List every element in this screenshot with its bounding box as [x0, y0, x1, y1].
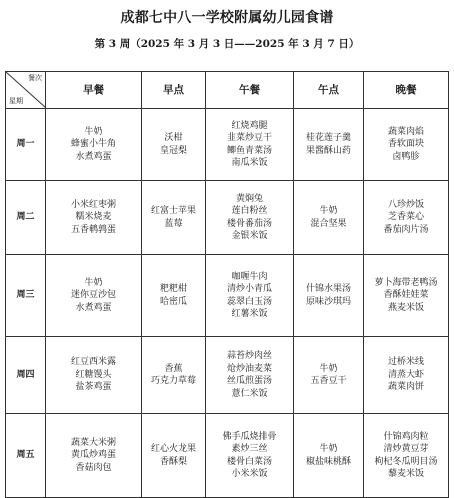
- dish-item: 蒜苔炒肉丝: [226, 351, 272, 361]
- dish-item: 蔬菜肉焰: [387, 126, 424, 137]
- meal-cell-breakfast: [46, 255, 142, 337]
- dish-item: 巧克力草莓: [150, 376, 196, 386]
- table-row: [6, 337, 449, 414]
- table-row: [6, 414, 449, 498]
- meal-cell-morning-snack: [142, 109, 206, 181]
- meal-cell-breakfast: [46, 109, 142, 181]
- dish-item: 芝香菜心: [387, 212, 424, 223]
- meal-cell-afternoon-snack: [294, 181, 364, 255]
- dish-item: 莲白粉丝: [231, 206, 268, 216]
- day-label: 周一: [6, 109, 46, 181]
- dish-item: 水煮鸡蛋: [75, 302, 112, 313]
- dish-item: 萝卜海带老鸭汤: [374, 277, 438, 288]
- meal-cell-dinner: [364, 414, 449, 498]
- meal-cell-lunch: [206, 414, 294, 498]
- dish-item: 皇冠梨: [159, 145, 187, 156]
- dish-item: 楼骨白菜汤: [226, 456, 272, 467]
- dish-item: 燕麦米饭: [387, 302, 424, 313]
- dish-item: 八珍炒饭: [387, 199, 424, 210]
- column-header-afternoon-snack: 午点: [294, 72, 364, 109]
- day-label: 周五: [6, 414, 46, 498]
- dish-item: 蜂蜜小牛角: [70, 139, 116, 150]
- dish-item: 混合坚果: [310, 218, 347, 229]
- meal-cell-lunch: [206, 109, 294, 181]
- dish-item: 藜麦米饭: [387, 469, 424, 479]
- dish-item: 丝瓜煎蛋汤: [226, 376, 272, 386]
- dish-item: 红薯米饭: [231, 309, 268, 319]
- dish-item: 牛奶: [84, 126, 103, 137]
- dish-item: 蔬菜大米粥: [70, 437, 116, 448]
- dish-item: 红糖馒头: [75, 369, 112, 380]
- dish-item: 红富士苹果: [150, 206, 196, 216]
- table-row: [6, 181, 449, 255]
- column-header-lunch: 午餐: [206, 72, 294, 109]
- week-subtitle: 第 3 周（2025 年 3 月 3 日——2025 年 3 月 7 日）: [94, 38, 360, 50]
- dish-item: 迷你豆沙包: [70, 290, 116, 301]
- dish-item: 佛手瓜烧排骨: [222, 431, 277, 442]
- dish-item: 哈密瓜: [159, 296, 187, 307]
- dish-item: 牛奶: [319, 444, 338, 454]
- meal-cell-afternoon-snack: [294, 109, 364, 181]
- dish-item: 薏仁米饭: [231, 388, 268, 399]
- dish-item: 过桥米线: [387, 357, 424, 368]
- dish-item: 盐茶鸡蛋: [75, 382, 112, 393]
- dish-item: 五香鹌鹑蛋: [70, 224, 116, 235]
- dish-item: 香菇肉包: [75, 462, 112, 473]
- dish-item: 果酱酥山药: [305, 145, 351, 156]
- header-row: [6, 72, 449, 109]
- dish-item: 牛奶: [319, 363, 338, 374]
- dish-item: 清炒小青瓜: [226, 284, 272, 294]
- dish-item: 红心火龙果: [150, 444, 196, 454]
- dish-item: 粑粑柑: [159, 284, 187, 294]
- dish-item: 番茄肉片汤: [383, 224, 429, 235]
- corner-cell: [6, 72, 46, 109]
- meal-cell-morning-snack: [142, 414, 206, 498]
- meal-cell-breakfast: [46, 181, 142, 255]
- dish-item: 什锦水果汤: [305, 284, 351, 294]
- table-row: [6, 255, 449, 337]
- table-row: [6, 109, 449, 181]
- dish-item: 牛奶: [84, 277, 103, 288]
- meal-cell-afternoon-snack: [294, 255, 364, 337]
- dish-item: 清炒黄豆芽: [383, 444, 429, 454]
- dish-item: 蕊翠白玉汤: [226, 296, 272, 307]
- meal-cell-lunch: [206, 255, 294, 337]
- dish-item: 香蕉: [164, 363, 183, 374]
- dish-item: 黄焖兔: [235, 193, 263, 204]
- dish-item: 沃柑: [164, 133, 183, 143]
- column-header-morning-snack: 早点: [142, 72, 206, 109]
- column-header-dinner: 晚餐: [364, 72, 449, 109]
- dish-item: 咖喱牛肉: [231, 271, 268, 282]
- dish-item: 韭菜炒豆干: [226, 133, 272, 143]
- meal-cell-afternoon-snack: [294, 337, 364, 414]
- day-label: 周三: [6, 255, 46, 337]
- meal-cell-lunch: [206, 337, 294, 414]
- dish-item: 蔬菜肉饼: [387, 382, 424, 393]
- meal-cell-dinner: [364, 255, 449, 337]
- dish-item: 红豆西米露: [70, 357, 116, 368]
- dish-item: 蓝莓: [164, 218, 183, 229]
- dish-item: 小米红枣粥: [70, 199, 116, 210]
- page-title: 成都七中八一学校附属幼儿园食谱: [120, 10, 334, 26]
- column-header-breakfast: 早餐: [46, 72, 142, 109]
- dish-item: 香软面块: [387, 139, 424, 150]
- meal-cell-afternoon-snack: [294, 414, 364, 498]
- dish-item: 五香豆干: [310, 376, 347, 386]
- day-label: 周四: [6, 337, 46, 414]
- dish-item: 黄瓜炒鸡蛋: [70, 450, 116, 461]
- dish-item: 南瓜米饭: [231, 158, 268, 168]
- dish-item: 清蒸大虾: [387, 369, 424, 380]
- dish-item: 牛奶: [319, 206, 338, 216]
- meal-cell-dinner: [364, 337, 449, 414]
- dish-item: 枸杞冬瓜明目汤: [374, 456, 438, 467]
- dish-item: 楼骨番茄汤: [226, 218, 272, 229]
- dish-item: 红烧鸡腿: [231, 120, 268, 131]
- day-label: 周二: [6, 181, 46, 255]
- dish-item: 桂花莲子羹: [305, 133, 351, 143]
- dish-item: 金银米饭: [231, 231, 268, 241]
- dish-item: 香酥娃娃菜: [383, 290, 429, 301]
- dish-item: 椒盐味桃酥: [305, 456, 351, 467]
- menu-body: [6, 109, 449, 498]
- meal-cell-breakfast: [46, 414, 142, 498]
- meal-cell-breakfast: [46, 337, 142, 414]
- meal-cell-morning-snack: [142, 181, 206, 255]
- dish-item: 香酥梨: [159, 456, 187, 467]
- dish-item: 卤鸭胗: [392, 151, 420, 162]
- dish-item: 水煮鸡蛋: [75, 151, 112, 162]
- meal-cell-morning-snack: [142, 337, 206, 414]
- meal-cell-morning-snack: [142, 255, 206, 337]
- dish-item: 小米米饭: [231, 469, 268, 479]
- dish-item: 糯米烧麦: [75, 212, 112, 223]
- corner-day-label: 星期: [9, 97, 23, 105]
- dish-item: 炝炒油麦菜: [226, 363, 272, 374]
- meal-cell-dinner: [364, 181, 449, 255]
- dish-item: 原味沙琪玛: [305, 296, 351, 307]
- dish-item: 鲫鱼青菜汤: [226, 145, 272, 156]
- meal-cell-lunch: [206, 181, 294, 255]
- meal-cell-dinner: [364, 109, 449, 181]
- menu-table: [5, 71, 449, 498]
- dish-item: 什锦鸡肉粒: [383, 431, 429, 442]
- dish-item: 素炒三丝: [231, 444, 268, 454]
- corner-meal-label: 餐次: [28, 74, 42, 82]
